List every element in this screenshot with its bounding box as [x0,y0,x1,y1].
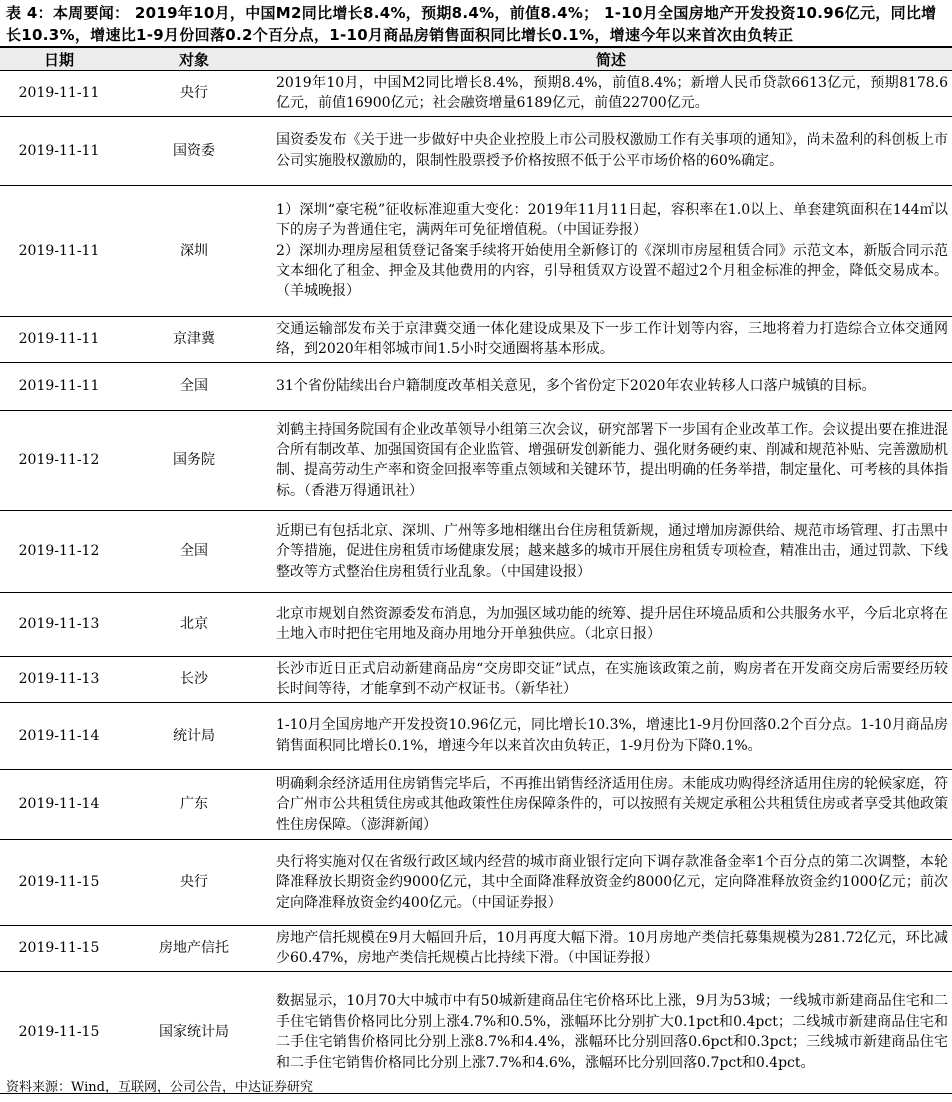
row-object: 房地产信托 [118,925,270,971]
row-date: 2019-11-15 [0,925,118,971]
table-row [0,410,952,510]
row-description: 1-10月全国房地产开发投资10.96亿元，同比增长10.3%，增速比1-9月份回落0.2个百分点。1-10月商品房销售面积同比增长0.1%，增速今年以来首次由负转正，1-9月份为下降0.1%。 [270,702,952,769]
row-description: 近期已有包括北京、深圳、广州等多地相继出台住房租赁新规，通过增加房源供给、规范市场管理、打击黑中介等措施，促进住房租赁市场健康发展；越来越多的城市开展住房租赁专项检查，精准出击，通过罚款、下线整改等方式整治住房租赁行业乱象。（中国建设报） [270,510,952,592]
header-object: 对象 [118,47,270,71]
table-row [0,592,952,656]
row-date: 2019-11-11 [0,185,118,316]
row-description: 央行将实施对仅在省级行政区域内经营的城市商业银行定向下调存款准备金率1个百分点的第二次调整，本轮降准释放长期资金约9000亿元，其中全面降准释放资金约8000亿元，定向降准释放资金约1000亿元；前次定向降准释放资金约400亿元。（中国证券报） [270,839,952,925]
row-object: 国务院 [118,410,270,510]
row-object: 深圳 [118,185,270,316]
row-date: 2019-11-11 [0,71,118,117]
table-row [0,71,952,117]
table-row [0,839,952,925]
table-row [0,116,952,185]
row-description: 国资委发布《关于进一步做好中央企业控股上市公司股权激励工作有关事项的通知》，尚未盈利的科创板上市公司实施股权激励的，限制性股票授予价格按照不低于公平市场价格的60%确定。 [270,116,952,185]
row-date: 2019-11-11 [0,316,118,362]
row-description: 数据显示，10月70大中城市中有50城新建商品住宅价格环比上涨，9月为53城；一线城市新建商品住宅和二手住宅销售价格同比分别上涨4.7%和0.5%，涨幅环比分别扩大0.1pct和0.4pct；二线城市新建商品住宅和二手住宅销售价格同比分别上涨8.7%和4.4%，涨幅环比分别回落0.6pct和0.3pct；三线城市新建商品住宅和二手住宅销售价格同比分别上涨7.7%和4.6%，涨幅环比分别回落0.7pct和0.4pct。 [270,971,952,1093]
row-date: 2019-11-13 [0,656,118,702]
row-date: 2019-11-11 [0,362,118,410]
row-description: 31个省份陆续出台户籍制度改革相关意见，多个省份定下2020年农业转移人口落户城镇的目标。 [270,362,952,410]
row-object: 统计局 [118,702,270,769]
row-date: 2019-11-12 [0,510,118,592]
row-date: 2019-11-15 [0,971,118,1093]
row-date: 2019-11-14 [0,769,118,839]
row-object: 全国 [118,510,270,592]
row-date: 2019-11-13 [0,592,118,656]
row-object: 全国 [118,362,270,410]
row-object: 央行 [118,839,270,925]
table-caption: 表 4：本周要闻： 2019年10月，中国M2同比增长8.4%，预期8.4%，前值8.4%； 1-10月全国房地产开发投资10.96亿元，同比增长10.3%，增速比1-9月份回落0.2个百分点，1-10月商品房销售面积同比增长0.1%，增速今年以来首次由负转正 [6,4,937,44]
row-object: 北京 [118,592,270,656]
table-row [0,510,952,592]
table-row [0,971,952,1093]
row-object: 央行 [118,71,270,117]
row-date: 2019-11-14 [0,702,118,769]
row-description: 交通运输部发布关于京津冀交通一体化建设成果及下一步工作计划等内容，三地将着力打造综合立体交通网络，到2020年相邻城市间1.5小时交通圈将基本形成。 [270,316,952,362]
table-row [0,185,952,316]
source-note: 资料来源：Wind，互联网，公司公告，中达证券研究 [6,1080,313,1095]
row-description: 1）深圳“豪宅税”征收标准迎重大变化：2019年11月11日起，容积率在1.0以上、单套建筑面积在144㎡以下的房子为普通住宅，满两年可免征增值税。（中国证券报） 2）深圳办理房屋租赁登记备案手续将开始使用全新修订的《深圳市房屋租赁合同》示范文本，新版合同示范文本细化了租金、押金及其他费用的内容，引导租赁双方设置不超过2个月租金标准的押金，降低交易成本。（羊城晚报） [270,185,952,316]
table-row [0,769,952,839]
row-description: 房地产信托规模在9月大幅回升后，10月再度大幅下滑。10月房地产类信托募集规模为281.72亿元，环比减少60.47%，房地产类信托规模占比持续下滑。（中国证券报） [270,925,952,971]
header-date: 日期 [0,47,118,71]
row-description: 北京市规划自然资源委发布消息，为加强区域功能的统筹、提升居住环境品质和公共服务水平，今后北京将在土地入市时把住宅用地及商办用地分开单独供应。（北京日报） [270,592,952,656]
table-row [0,362,952,410]
row-object: 国资委 [118,116,270,185]
row-date: 2019-11-11 [0,116,118,185]
table-row [0,656,952,702]
table-row [0,702,952,769]
row-object: 广东 [118,769,270,839]
row-date: 2019-11-15 [0,839,118,925]
table-row [0,925,952,971]
row-object: 长沙 [118,656,270,702]
header-description: 简述 [270,47,952,71]
row-date: 2019-11-12 [0,410,118,510]
table-row [0,316,952,362]
row-description: 2019年10月，中国M2同比增长8.4%，预期8.4%，前值8.4%；新增人民币贷款6613亿元，预期8178.6亿元，前值16900亿元；社会融资增量6189亿元，前值22700亿元。 [270,71,952,117]
table-header-row [0,47,952,71]
row-object: 国家统计局 [118,971,270,1093]
row-object: 京津冀 [118,316,270,362]
row-description: 明确剩余经济适用住房销售完毕后，不再推出销售经济适用住房。未能成功购得经济适用住房的轮候家庭，符合广州市公共租赁住房或其他政策性住房保障条件的，可以按照有关规定承租公共租赁住房或者享受其他政策性住房保障。（澎湃新闻） [270,769,952,839]
news-table [0,46,952,1094]
row-description: 刘鹤主持国务院国有企业改革领导小组第三次会议，研究部署下一步国有企业改革工作。会议提出要在推进混合所有制改革、加强国资国有企业监管、增强研发创新能力、强化财务硬约束、削减和规范补贴、完善激励机制、提高劳动生产率和资金回报率等重点领域和关键环节，提出明确的任务举措，制定量化、可考核的具体指标。（香港万得通讯社） [270,410,952,510]
row-description: 长沙市近日正式启动新建商品房“交房即交证”试点，在实施该政策之前，购房者在开发商交房后需要经历较长时间等待，才能拿到不动产权证书。（新华社） [270,656,952,702]
